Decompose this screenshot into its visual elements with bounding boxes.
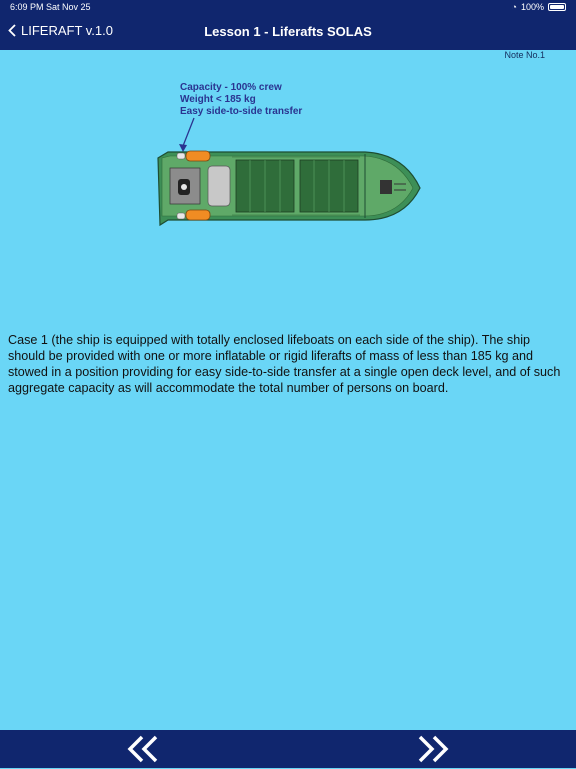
windlass (380, 180, 392, 194)
previous-page-button[interactable] (126, 734, 162, 764)
note-label: Note No.1 (504, 50, 545, 60)
case-description: Case 1 (the ship is equipped with totally enclosed lifeboats on each side of the ship). The ship should be provided with one or more inflatable or rigid liferafts of mass of less than 185 kg and stowed in a position providing for easy side-to-side transfer at a single open deck level, and of such aggregate capacity as will accommodate the total number of persons on board. (8, 333, 561, 395)
callout-arrow (179, 118, 194, 152)
callout-line-weight: Weight < 185 kg (180, 94, 256, 105)
status-time: 6:09 PM Sat Nov 25 (10, 2, 91, 12)
bottom-toolbar (0, 730, 576, 768)
battery-icon (548, 3, 566, 11)
callout-line-capacity: Capacity - 100% crew (180, 82, 282, 93)
status-bar (0, 0, 576, 14)
liferaft-port (177, 153, 185, 159)
double-chevron-left-icon (126, 734, 162, 764)
ship-diagram (150, 80, 440, 230)
liferaft-starboard (177, 213, 185, 219)
page-title: Lesson 1 - Liferafts SOLAS (204, 24, 372, 39)
next-page-button[interactable] (414, 734, 450, 764)
wifi-icon: ◔ (511, 2, 517, 12)
engine-casing (208, 166, 230, 206)
battery-percent: 100% (520, 2, 544, 12)
status-right (512, 2, 566, 12)
funnel-top (181, 184, 187, 190)
double-chevron-right-icon (414, 734, 450, 764)
back-button-label: LIFERAFT v.1.0 (21, 23, 113, 38)
navigation-bar (0, 14, 576, 50)
callout-line-transfer: Easy side-to-side transfer (180, 106, 303, 117)
lifeboat-port (186, 151, 210, 161)
lifeboat-starboard (186, 210, 210, 220)
